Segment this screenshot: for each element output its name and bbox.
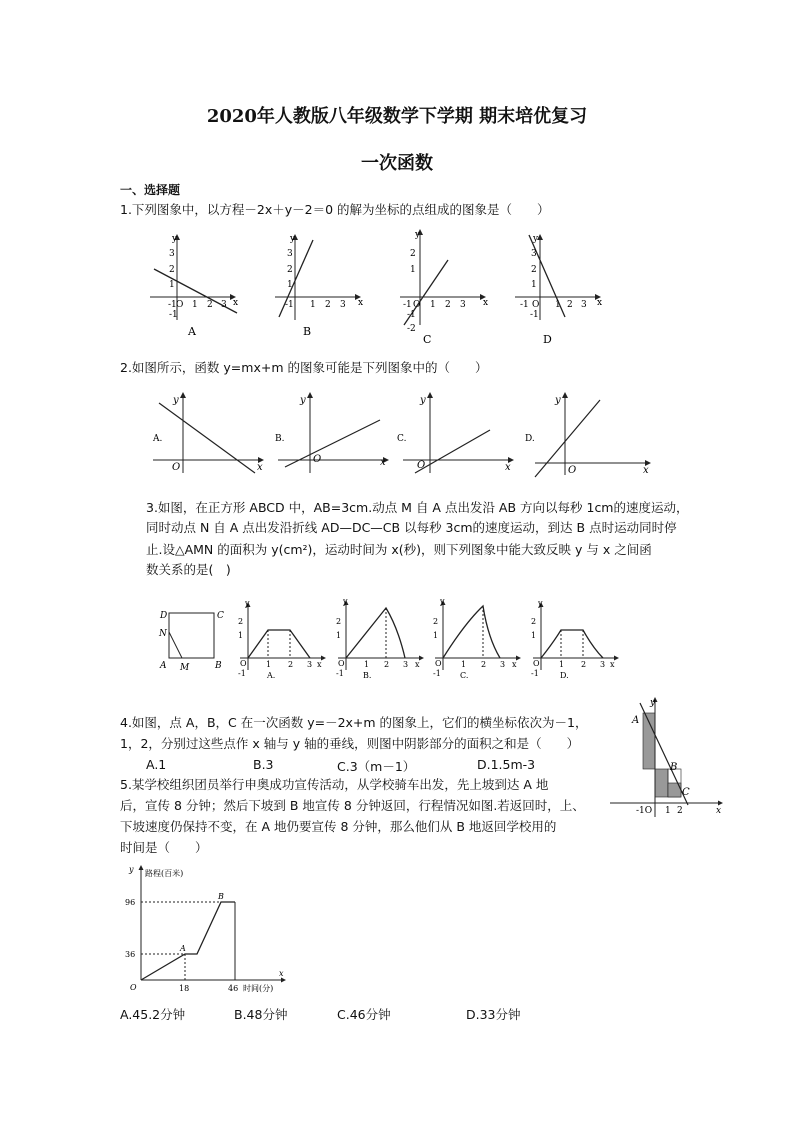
svg-text:O: O	[532, 300, 540, 310]
section-heading: 一、选择题	[120, 183, 181, 197]
svg-text:1: 1	[169, 280, 175, 290]
svg-text:1: 1	[665, 806, 671, 816]
svg-text:x: x	[358, 298, 364, 308]
svg-text:y: y	[245, 599, 250, 608]
q3-graph-a	[238, 599, 325, 680]
q1-graph-c	[400, 230, 488, 346]
svg-text:18: 18	[179, 984, 190, 993]
svg-text:y: y	[300, 395, 306, 406]
svg-text:y: y	[415, 230, 421, 240]
svg-text:x: x	[233, 298, 239, 308]
svg-text:D: D	[543, 333, 552, 346]
q3-graph-b	[336, 598, 423, 680]
svg-text:1: 1	[238, 631, 244, 640]
q1-graph-d	[515, 234, 602, 346]
question-4-option-d: D.1.5m-3	[477, 757, 536, 772]
question-5-option-a: A.45.2分钟	[120, 1007, 186, 1022]
question-5-option-c: C.46分钟	[337, 1007, 391, 1022]
svg-text:3: 3	[340, 300, 346, 310]
svg-text:-1: -1	[520, 300, 529, 310]
question-3-line-4: 数关系的是( )	[146, 562, 231, 577]
svg-text:46: 46	[228, 984, 239, 993]
question-5-line-3: 下坡速度仍保持不变，在 A 地仍要宣传 8 分钟，那么他们从 B 地返回学校用的	[120, 819, 557, 834]
page-subtitle: 一次函数	[361, 153, 433, 174]
svg-text:36: 36	[125, 950, 136, 959]
svg-text:x: x	[512, 660, 517, 669]
q3-graph-d	[531, 599, 618, 680]
svg-text:-2: -2	[407, 324, 416, 334]
svg-text:2: 2	[336, 617, 342, 626]
svg-text:-1: -1	[336, 669, 344, 678]
q2-graph-c	[397, 393, 513, 473]
question-3-line-3: 止.设△AMN 的面积为 y(cm²)，运动时间为 x(秒)，则下列图象中能大致反映 y 与 x 之间函	[146, 542, 652, 557]
svg-text:-1: -1	[169, 310, 178, 320]
svg-text:D.: D.	[560, 671, 569, 680]
svg-text:2: 2	[325, 300, 331, 310]
svg-text:B: B	[218, 892, 224, 901]
svg-text:B: B	[215, 661, 222, 671]
svg-text:x: x	[380, 457, 386, 468]
svg-text:1: 1	[461, 660, 467, 669]
svg-text:x: x	[643, 465, 649, 476]
svg-text:y: y	[343, 598, 348, 606]
svg-text:B.: B.	[275, 434, 285, 444]
svg-text:B.: B.	[363, 671, 372, 680]
svg-text:O: O	[130, 983, 137, 992]
question-4-option-a: A.1	[146, 757, 167, 772]
svg-text:2: 2	[581, 660, 587, 669]
svg-text:y: y	[555, 395, 561, 406]
svg-text:x: x	[415, 660, 420, 669]
svg-text:-1: -1	[403, 300, 412, 310]
svg-text:3: 3	[600, 660, 606, 669]
svg-text:2: 2	[410, 249, 416, 259]
svg-text:1: 1	[531, 631, 537, 640]
question-4-option-c: C.3（m－1）	[337, 759, 416, 774]
svg-text:y: y	[172, 234, 178, 244]
svg-text:O: O	[240, 659, 247, 668]
question-2-text: 2.如图所示，函数 y=mx+m 的图象可能是下列图象中的（ ）	[120, 360, 488, 375]
q2-graph-d	[525, 393, 650, 477]
svg-text:-1: -1	[433, 669, 441, 678]
svg-text:3: 3	[531, 249, 537, 259]
svg-text:O: O	[176, 300, 184, 310]
svg-text:1: 1	[430, 300, 436, 310]
svg-text:O: O	[172, 462, 181, 473]
svg-text:2: 2	[288, 660, 294, 669]
svg-text:2: 2	[677, 806, 683, 816]
svg-text:O: O	[313, 454, 322, 465]
svg-text:y: y	[173, 395, 179, 406]
svg-text:B: B	[670, 762, 678, 773]
svg-text:D.: D.	[525, 434, 535, 444]
svg-text:1: 1	[336, 631, 342, 640]
svg-text:O: O	[417, 460, 426, 471]
svg-text:2: 2	[287, 265, 293, 275]
svg-text:x: x	[279, 969, 284, 978]
svg-text:B: B	[303, 325, 312, 338]
q1-graph-b	[275, 234, 363, 338]
svg-text:y: y	[533, 234, 539, 244]
svg-text:2: 2	[567, 300, 573, 310]
svg-text:1: 1	[559, 660, 565, 669]
svg-text:2: 2	[207, 300, 213, 310]
question-1-text: 1.下列图象中，以方程－2x＋y－2＝0 的解为坐标的点组成的图象是（ ）	[120, 202, 550, 217]
q2-graph-a	[152, 393, 263, 473]
question-5-line-1: 5.某学校组织团员举行申奥成功宣传活动，从学校骑车出发，先上坡到达 A 地	[120, 777, 549, 792]
svg-text:1: 1	[310, 300, 316, 310]
question-5-option-d: D.33分钟	[466, 1007, 521, 1022]
svg-text:y: y	[290, 234, 296, 244]
svg-text:N: N	[159, 629, 167, 639]
svg-text:A: A	[188, 325, 196, 338]
question-4-figure	[610, 695, 728, 817]
svg-text:y: y	[538, 599, 543, 608]
question-3-figures	[155, 598, 625, 686]
question-4-line-1: 4.如图，点 A，B，C 在一次函数 y=－2x+m 的图象上，它们的横坐标依次为－1，	[120, 715, 588, 730]
svg-text:C: C	[682, 787, 690, 798]
question-4-option-b: B.3	[253, 757, 274, 772]
question-2-graphs	[145, 385, 655, 480]
question-3-line-1: 3.如图，在正方形 ABCD 中，AB=3cm.动点 M 自 A 点出发沿 AB 方向以每秒 1cm的速度运动，	[146, 500, 689, 515]
svg-text:C: C	[423, 333, 432, 346]
svg-text:2: 2	[238, 617, 244, 626]
q5-ylabel: 路程(百米)	[145, 869, 184, 878]
svg-text:2: 2	[445, 300, 451, 310]
question-5-graph	[115, 862, 295, 1002]
svg-text:2: 2	[169, 265, 175, 275]
svg-text:2: 2	[531, 617, 537, 626]
q3-square	[158, 611, 224, 673]
svg-text:-1: -1	[531, 669, 539, 678]
svg-text:-1: -1	[285, 300, 294, 310]
question-5-line-4: 时间是（ ）	[120, 840, 208, 855]
svg-text:3: 3	[221, 300, 227, 310]
svg-text:A: A	[180, 944, 186, 953]
svg-text:y: y	[650, 698, 656, 708]
q3-graph-c	[433, 598, 520, 680]
question-4-line-2: 1，2，分别过这些点作 x 轴与 y 轴的垂线，则图中阴影部分的面积之和是（ ）	[120, 736, 580, 751]
svg-text:2: 2	[433, 617, 439, 626]
svg-text:D: D	[160, 611, 168, 621]
svg-text:1: 1	[192, 300, 198, 310]
q2-graph-b	[275, 393, 388, 473]
svg-text:y: y	[420, 395, 426, 406]
svg-text:3: 3	[460, 300, 466, 310]
svg-text:3: 3	[287, 249, 293, 259]
question-3-line-2: 同时动点 N 自 A 点出发沿折线 AD—DC—CB 以每秒 3cm的速度运动，到达 B 点时运动同时停	[146, 520, 677, 535]
svg-text:-1O: -1O	[636, 806, 653, 816]
svg-text:O: O	[413, 300, 421, 310]
svg-text:1: 1	[555, 300, 561, 310]
svg-text:x: x	[597, 298, 603, 308]
svg-text:x: x	[716, 806, 722, 816]
svg-text:-1: -1	[168, 300, 177, 310]
svg-text:2: 2	[384, 660, 390, 669]
svg-text:1: 1	[287, 280, 293, 290]
svg-text:1: 1	[364, 660, 370, 669]
svg-text:C.: C.	[460, 671, 469, 680]
svg-text:2: 2	[531, 265, 537, 275]
question-1-graphs	[140, 225, 620, 350]
question-5-line-2: 后，宣传 8 分钟；然后下坡到 B 地宣传 8 分钟返回，行程情况如图.若返回时，上、	[120, 798, 585, 813]
svg-text:O: O	[435, 659, 442, 668]
q1-graph-a	[150, 234, 238, 338]
svg-text:-1: -1	[238, 669, 246, 678]
svg-text:A.: A.	[267, 671, 276, 680]
svg-text:C.: C.	[397, 434, 407, 444]
svg-text:时间(分): 时间(分)	[243, 984, 274, 993]
svg-text:-1: -1	[407, 310, 416, 320]
svg-text:O: O	[568, 465, 577, 476]
svg-text:3: 3	[500, 660, 506, 669]
svg-text:x: x	[483, 298, 489, 308]
svg-text:1: 1	[433, 631, 439, 640]
page-title: 2020年人教版八年级数学下学期 期末培优复习	[206, 106, 588, 127]
svg-text:M: M	[180, 663, 190, 673]
svg-text:O: O	[533, 659, 540, 668]
svg-text:1: 1	[531, 280, 537, 290]
svg-text:2: 2	[481, 660, 487, 669]
svg-text:A.: A.	[153, 434, 163, 444]
svg-text:96: 96	[125, 898, 136, 907]
question-5-option-b: B.48分钟	[234, 1007, 288, 1022]
svg-text:O: O	[338, 659, 345, 668]
svg-text:y: y	[440, 598, 445, 606]
svg-text:1: 1	[266, 660, 272, 669]
svg-text:A: A	[160, 661, 167, 671]
svg-text:-1: -1	[530, 310, 539, 320]
svg-text:1: 1	[410, 265, 416, 275]
svg-text:x: x	[505, 462, 511, 473]
svg-text:3: 3	[581, 300, 587, 310]
svg-text:x: x	[317, 660, 322, 669]
svg-text:x: x	[257, 462, 263, 473]
svg-text:C: C	[217, 611, 224, 621]
svg-text:A: A	[632, 715, 640, 726]
svg-text:x: x	[610, 660, 615, 669]
svg-text:3: 3	[403, 660, 409, 669]
svg-text:3: 3	[307, 660, 313, 669]
svg-text:3: 3	[169, 249, 175, 259]
svg-text:y: y	[129, 865, 134, 874]
